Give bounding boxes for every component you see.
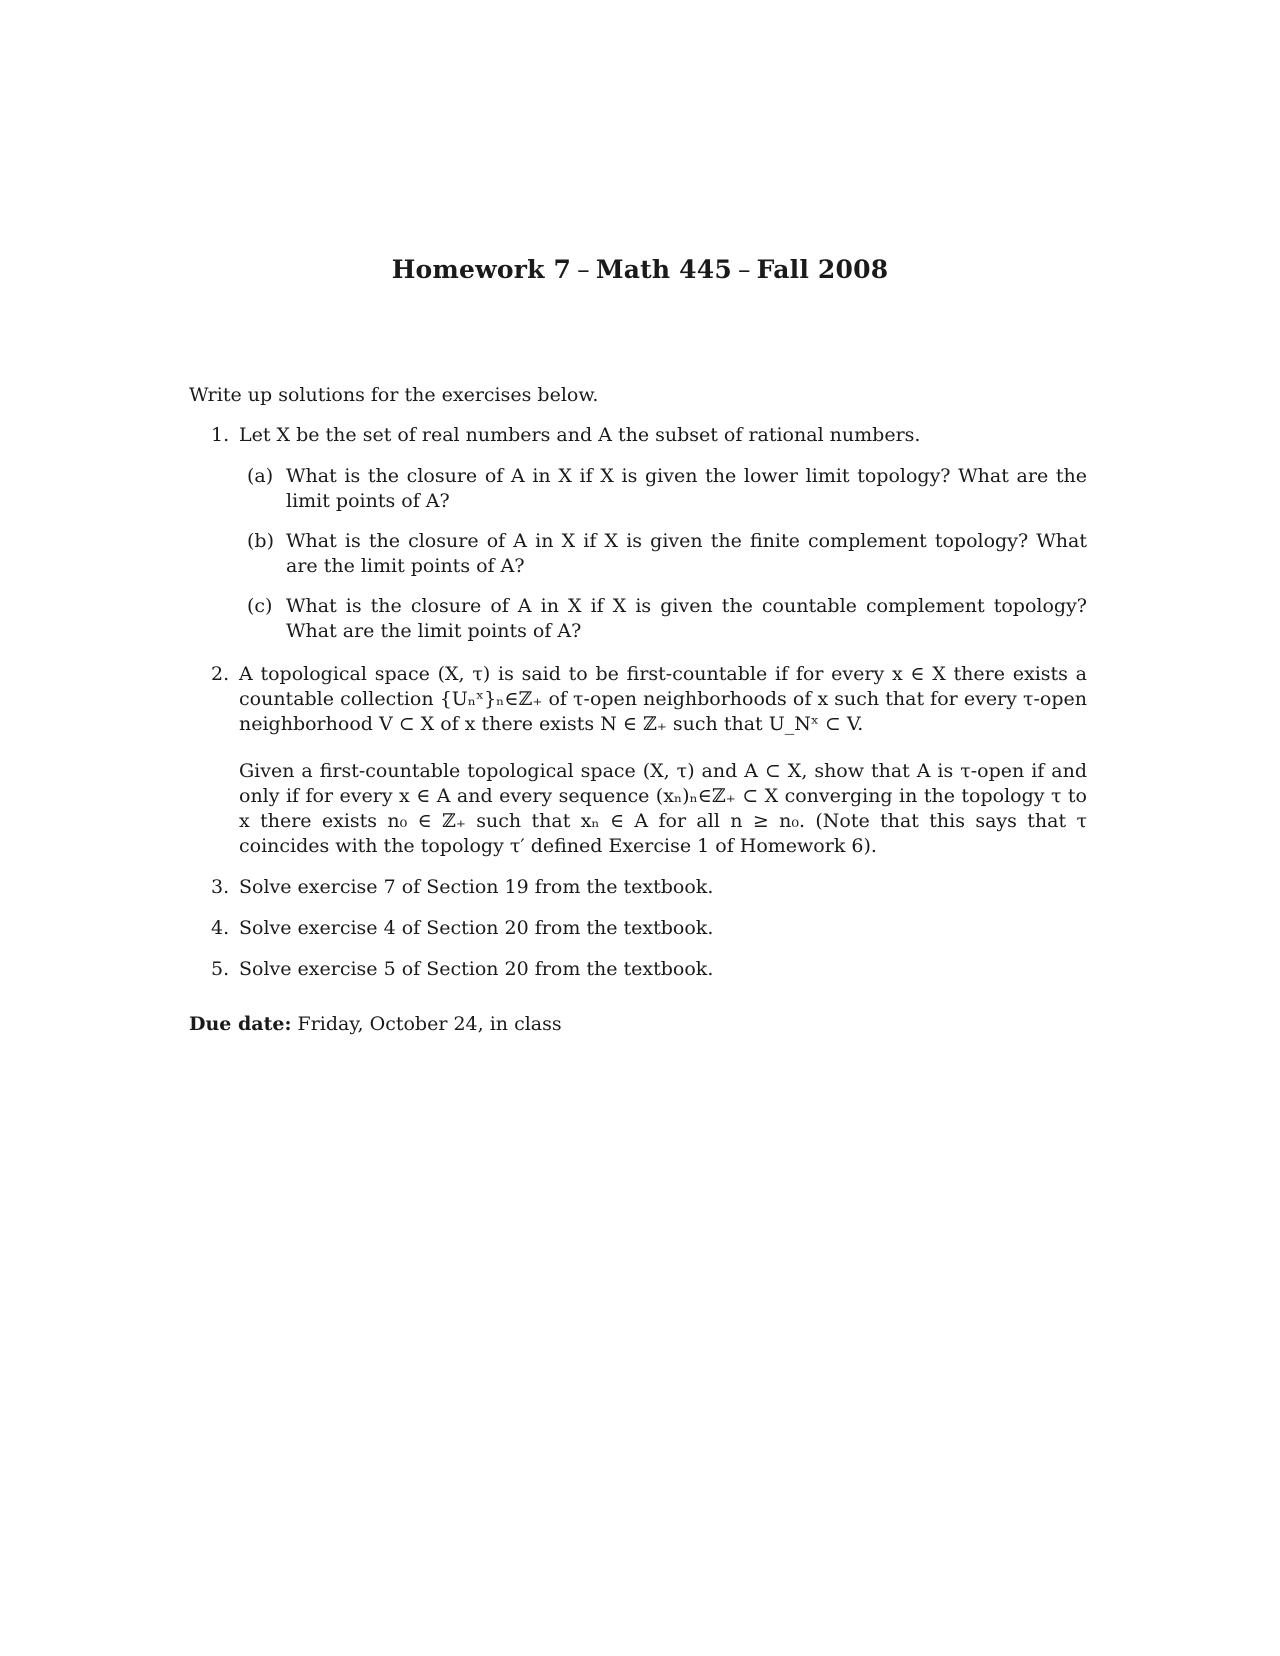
part-text: What is the closure of A in X if X is given the countable complement topology? What are the limit points of A?: [286, 595, 1087, 642]
title-homework: Homework 7: [391, 255, 572, 284]
part-label: (b): [247, 530, 274, 552]
title-term: Fall 2008: [756, 255, 889, 284]
exercise-1-part-c: [189, 594, 1087, 644]
exercise-number: 5.: [211, 958, 230, 980]
exercise-number: 2.: [211, 663, 230, 685]
exercise-text: A topological space (X, τ) is said to be first-countable if for every x ∈ X there exists a countable collection {Uₙˣ}ₙ∈ℤ₊ of τ-open neighborhoods of x such that for every τ-open neighborhood V ⊂ X of x there exists N ∈ ℤ₊ such that U_Nˣ ⊂ V.: [239, 663, 1087, 735]
exercise-text: Solve exercise 5 of Section 20 from the textbook.: [239, 958, 714, 980]
document-body: [189, 383, 1087, 998]
exercise-1-part-a: [189, 464, 1087, 514]
part-text: What is the closure of A in X if X is given the finite complement topology? What are the limit points of A?: [286, 530, 1087, 577]
exercise-2: [189, 662, 1087, 859]
exercise-number: 3.: [211, 876, 230, 898]
part-label: (c): [247, 595, 273, 617]
title-course: Math 445: [595, 255, 732, 284]
exercise-4: [189, 916, 1087, 941]
page-title: [0, 255, 1280, 284]
title-separator: –: [577, 255, 590, 284]
exercise-text: Let X be the set of real numbers and A the subset of rational numbers.: [239, 424, 921, 446]
due-date: [189, 1012, 562, 1037]
exercise-1-part-b: [189, 529, 1087, 579]
exercise-number: 4.: [211, 917, 230, 939]
exercise-text: Solve exercise 7 of Section 19 from the textbook.: [239, 876, 714, 898]
exercise-1: [189, 423, 1087, 448]
due-date-label: Due date:: [189, 1013, 292, 1035]
exercise-text-continued: Given a first-countable topological space (X, τ) and A ⊂ X, show that A is τ-open if and only if for every x ∈ A and every sequence (xₙ)ₙ∈ℤ₊ ⊂ X converging in the topology τ to x there exists n₀ ∈ ℤ₊ such that xₙ ∈ A for all n ≥ n₀. (Note that this says that τ coincides with the topology τ′ defined Exercise 1 of Homework 6).: [239, 760, 1087, 857]
title-separator: –: [737, 255, 751, 284]
part-text: What is the closure of A in X if X is given the lower limit topology? What are the limit points of A?: [286, 465, 1087, 512]
exercise-text: Solve exercise 4 of Section 20 from the textbook.: [239, 917, 714, 939]
part-label: (a): [247, 465, 274, 487]
due-date-value: Friday, October 24, in class: [297, 1013, 562, 1035]
intro-text: Write up solutions for the exercises below.: [189, 384, 599, 406]
exercise-3: [189, 875, 1087, 900]
exercise-number: 1.: [211, 424, 230, 446]
exercise-5: [189, 957, 1087, 982]
